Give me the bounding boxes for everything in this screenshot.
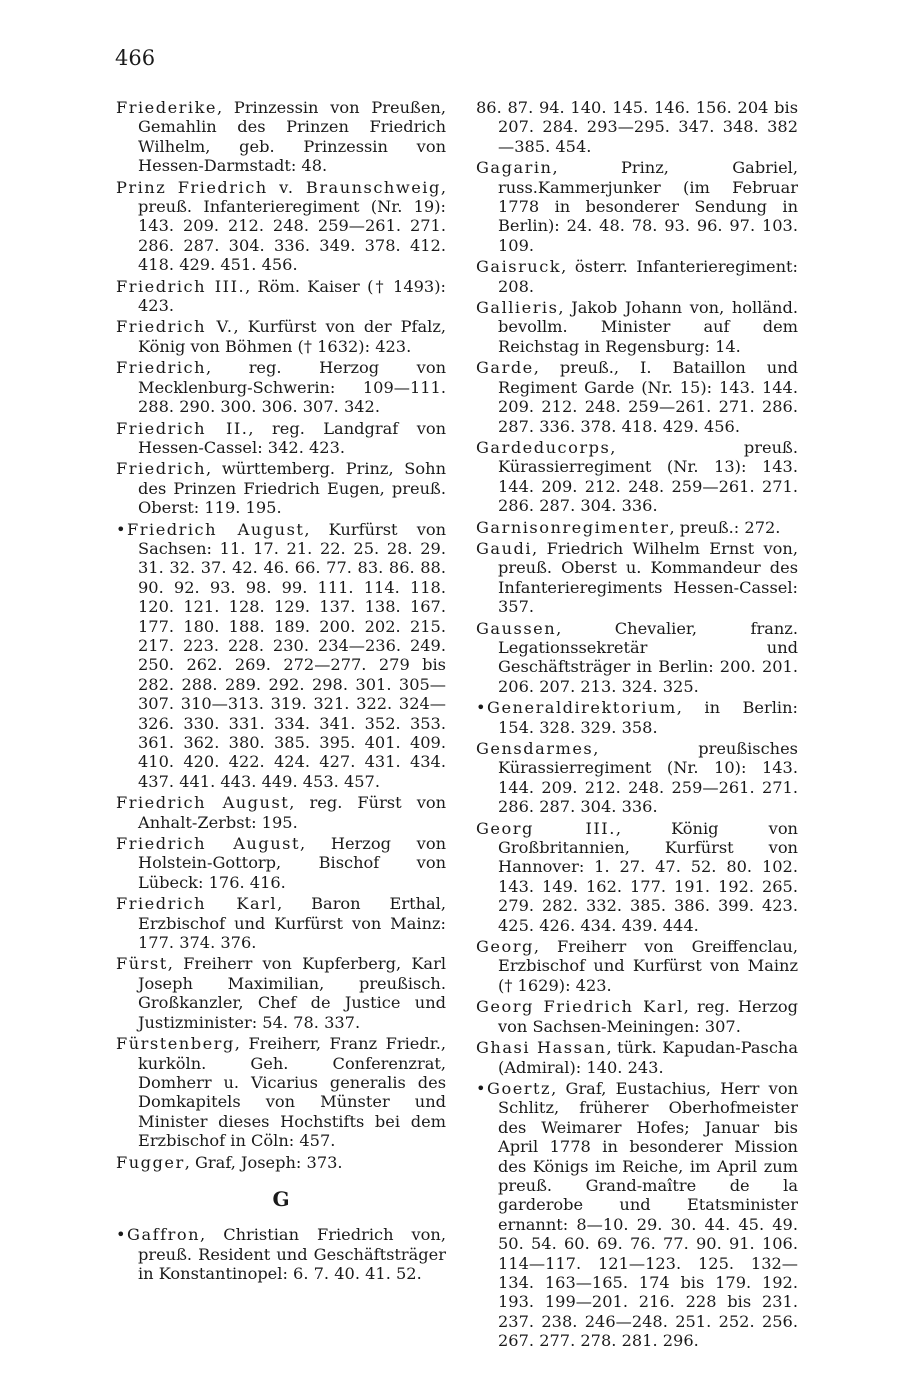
index-entry [476, 438, 798, 516]
entry-headword: Friedrich [116, 459, 206, 479]
index-entry [116, 954, 446, 1032]
entry-headword: Gallieris [476, 298, 559, 318]
page-number: 466 [115, 46, 156, 70]
entry-headword: Fugger [116, 1152, 185, 1172]
index-entry [116, 1034, 446, 1150]
index-entry [476, 358, 798, 436]
entry-headword: Gardeducorps [476, 437, 611, 457]
index-entry [476, 1079, 798, 1351]
entry-text: , Freiherr von Greiffenclau, Erzbischof und Kurfürst von Mainz († 1629): 423. [498, 937, 798, 995]
entry-headword: Prinz Friedrich v. Braunschweig [116, 177, 441, 197]
index-entry [116, 793, 446, 832]
entry-text: , preußisches Kürassierregiment (Nr. 10): 143. 144. 209. 212. 248. 259—261. 271. 286. 287. 304. 336. [498, 739, 798, 817]
entry-headword: Gaisruck [476, 257, 562, 277]
index-entry [476, 539, 798, 617]
entry-text: , reg. Herzog von Mecklenburg-Schwerin: 109—111. 288. 290. 300. 306. 307. 342. [138, 358, 446, 417]
entry-headword: Ghasi Hassan [476, 1038, 607, 1058]
entry-headword: Friedrich August [116, 793, 290, 813]
entry-text: , Prinz, Gabriel, russ.Kammerjunker (im Februar 1778 in besonderer Sendung in Berlin): 24. 48. 78. 93. 96. 97. 103. 109. [498, 158, 798, 255]
entry-text: , Chevalier, franz. Legationssekretär und Geschäftsträger in Berlin: 200. 201. 206. 207. 213. 324. 325. [498, 618, 798, 696]
entry-headword: Georg Friedrich Karl [476, 997, 684, 1017]
entry-text: , preuß. Infanterieregiment (Nr. 19): 143. 209. 212. 248. 259—261. 271. 286. 287. 304. 336. 349. 378. 412. 418. 429. 451. 456. [138, 177, 446, 275]
entry-text: , württemberg. Prinz, Sohn des Prinzen Friedrich Eugen, preuß. Oberst: 119. 195. [138, 459, 446, 518]
index-entry [116, 277, 446, 316]
entry-headword: •Generaldirektorium [476, 698, 677, 718]
entry-text: , Freiherr von Kupferberg, Karl Joseph Maximilian, preußisch. Großkanzler, Chef de Justice und Justizminister: 54. 78. 337. [138, 954, 446, 1032]
index-entry [476, 257, 798, 296]
entry-text: , Baron Erthal, Erzbischof und Kurfürst von Mainz: 177. 374. 376. [138, 894, 446, 953]
index-entry [116, 178, 446, 275]
entry-headword: •Goertz [476, 1078, 552, 1098]
entry-text: , türk. Kapudan-Pascha (Admiral): 140. 243. [498, 1038, 798, 1077]
entry-text: , preuß. Kürassierregiment (Nr. 13): 143. 144. 209. 212. 248. 259—261. 271. 286. 287. 304. 336. [498, 437, 798, 516]
index-entry [116, 1225, 446, 1283]
entry-headword: Gagarin [476, 158, 553, 178]
entry-text: , österr. Infanterieregiment: 208. [498, 257, 798, 296]
entry-headword: Garnisonregimenter [476, 517, 670, 537]
right-entries [476, 98, 798, 1351]
entry-headword: Friederike [116, 98, 217, 117]
entry-headword: Friedrich Karl [116, 894, 278, 914]
index-entry [476, 98, 798, 156]
entry-headword: Friedrich II. [116, 418, 249, 438]
index-entry [116, 459, 446, 517]
entry-text: , Röm. Kaiser († 1493): 423. [138, 276, 446, 316]
index-entry [476, 518, 798, 537]
entry-text: , preuß.: 272. [669, 517, 781, 537]
entry-headword: Fürst [116, 954, 168, 974]
index-entry [116, 834, 446, 892]
entry-text: , preuß., I. Bataillon und Regiment Garde (Nr. 15): 143. 144. 209. 212. 248. 259—261. 271. 286. 287. 336. 378. 418. 429. 456. [498, 358, 798, 436]
entry-headword: Gensdarmes [476, 739, 594, 758]
index-entry [476, 819, 798, 935]
entry-headword: Garde [476, 358, 534, 378]
entry-headword: Friedrich III. [116, 276, 246, 296]
entry-text: , Graf, Joseph: 373. [184, 1152, 343, 1172]
entry-text: , Herzog von Holstein-Gottorp, Bischof von Lübeck: 176. 416. [138, 834, 447, 892]
index-entry [116, 358, 446, 416]
index-entry [116, 1153, 446, 1172]
index-entry [476, 1038, 798, 1077]
index-entry [476, 619, 798, 697]
section-letter: G [272, 1186, 290, 1211]
entry-text: , Friedrich Wilhelm Ernst von, preuß. Oberst u. Kommandeur des Infanterieregiments Hessen-Cassel: 357. [498, 538, 798, 617]
entry-text: , Kurfürst von der Pfalz, König von Böhmen († 1632): 423. [138, 317, 446, 356]
entry-headword: Friedrich August [116, 834, 300, 854]
entry-text: , Kurfürst von Sachsen: 11. 17. 21. 22. 25. 28. 29. 31. 32. 37. 42. 46. 66. 77. 83. 86. 88. 90. 92. 93. 98. 99. 111. 114. 118. 120. 121. 128. 129. 137. 138. 167. 177. 180. 188. 189. 200. 202. 215. 217. 223. 228. 230. 234—236. 249. 250. 262. 269. 272—277. 279 bis 282. 288. 289. 292. 298. 301. 305—307. 310—313. 319. 321. 322. 324—326. 330. 331. 334. 341. 352. 353. 361. 362. 380. 385. 395. 401. 409. 410. 420. 422. 424. 427. 431. 434. 437. 441. 443. 449. 453. 457. [138, 519, 447, 791]
entry-text: 86. 87. 94. 140. 145. 146. 156. 204 bis 207. 284. 293—295. 347. 348. 382—385. 454. [476, 98, 798, 156]
index-entry [116, 98, 446, 176]
entry-text: , reg. Herzog von Sachsen-Meiningen: 307. [498, 997, 798, 1036]
entry-text: , in Berlin: 154. 328. 329. 358. [498, 698, 798, 737]
entry-text: , reg. Landgraf von Hessen-Cassel: 342. 423. [138, 418, 447, 457]
entry-text: , reg. Fürst von Anhalt-Zerbst: 195. [138, 793, 447, 832]
entry-headword: Gaussen [476, 618, 557, 638]
entry-text: , Freiherr, Franz Friedr., kurköln. Geh. Conferenzrat, Domherr u. Vicarius generalis des Domkapitels von Münster und Minister dieses Hochstifts bei dem Erzbischof in Cöln: 457. [138, 1034, 446, 1151]
entry-headword: Friedrich [116, 358, 206, 378]
entry-headword: Fürstenberg [116, 1034, 235, 1054]
index-entry [476, 937, 798, 995]
index-entry [476, 298, 798, 356]
entry-headword: Georg [476, 937, 534, 957]
index-entry [116, 520, 446, 792]
index-entry [476, 698, 798, 737]
left-entries [116, 98, 446, 1172]
entry-text: , Christian Friedrich von, preuß. Resident und Geschäftsträger in Konstantinopel: 6. 7. 40. 41. 52. [138, 1225, 446, 1284]
entry-text: , Prinzessin von Preußen, Gemahlin des Prinzen Friedrich Wilhelm, geb. Prinzessin von Hessen-Darmstadt: 48. [138, 98, 446, 176]
entry-text: , König von Großbritannien, Kurfürst von Hannover: 1. 27. 47. 52. 80. 102. 143. 149. 162. 177. 191. 192. 265. 279. 282. 332. 385. 386. 399. 423. 425. 426. 434. 439. 444. [498, 818, 798, 935]
entry-headword: •Gaffron [116, 1225, 201, 1245]
left-column [116, 98, 446, 1286]
entry-headword: Georg III. [476, 818, 616, 838]
index-entry [476, 739, 798, 817]
left-after-section [116, 1225, 446, 1283]
entry-text: , Graf, Eustachius, Herr von Schlitz, früherer Oberhofmeister des Weimarer Hofes; Januar bis April 1778 in besonderer Mission des Königs im Reiche, im April zum preuß. Grand-maître de la garderobe und Etatsminister ernannt: 8—10. 29. 30. 44. 45. 49. 50. 54. 60. 69. 76. 77. 90. 91. 106. 114—117. 121—123. 125. 132—134. 163—165. 174 bis 179. 192. 193. 199—201. 216. 228 bis 231. 237. 238. 246—248. 251. 252. 256. 267. 277. 278. 281. 296. [498, 1078, 798, 1351]
index-entry [116, 419, 446, 458]
entry-headword: Gaudi [476, 538, 533, 558]
entry-headword: Friedrich V. [116, 317, 234, 337]
index-entry [116, 317, 446, 356]
entry-text: , Jakob Johann von, holländ. bevollm. Minister auf dem Reichstag in Regensburg: 14. [498, 298, 798, 356]
entry-headword: •Friedrich August [116, 519, 305, 539]
index-entry [476, 997, 798, 1036]
index-entry [476, 158, 798, 255]
right-column [476, 98, 798, 1353]
index-entry [116, 894, 446, 952]
